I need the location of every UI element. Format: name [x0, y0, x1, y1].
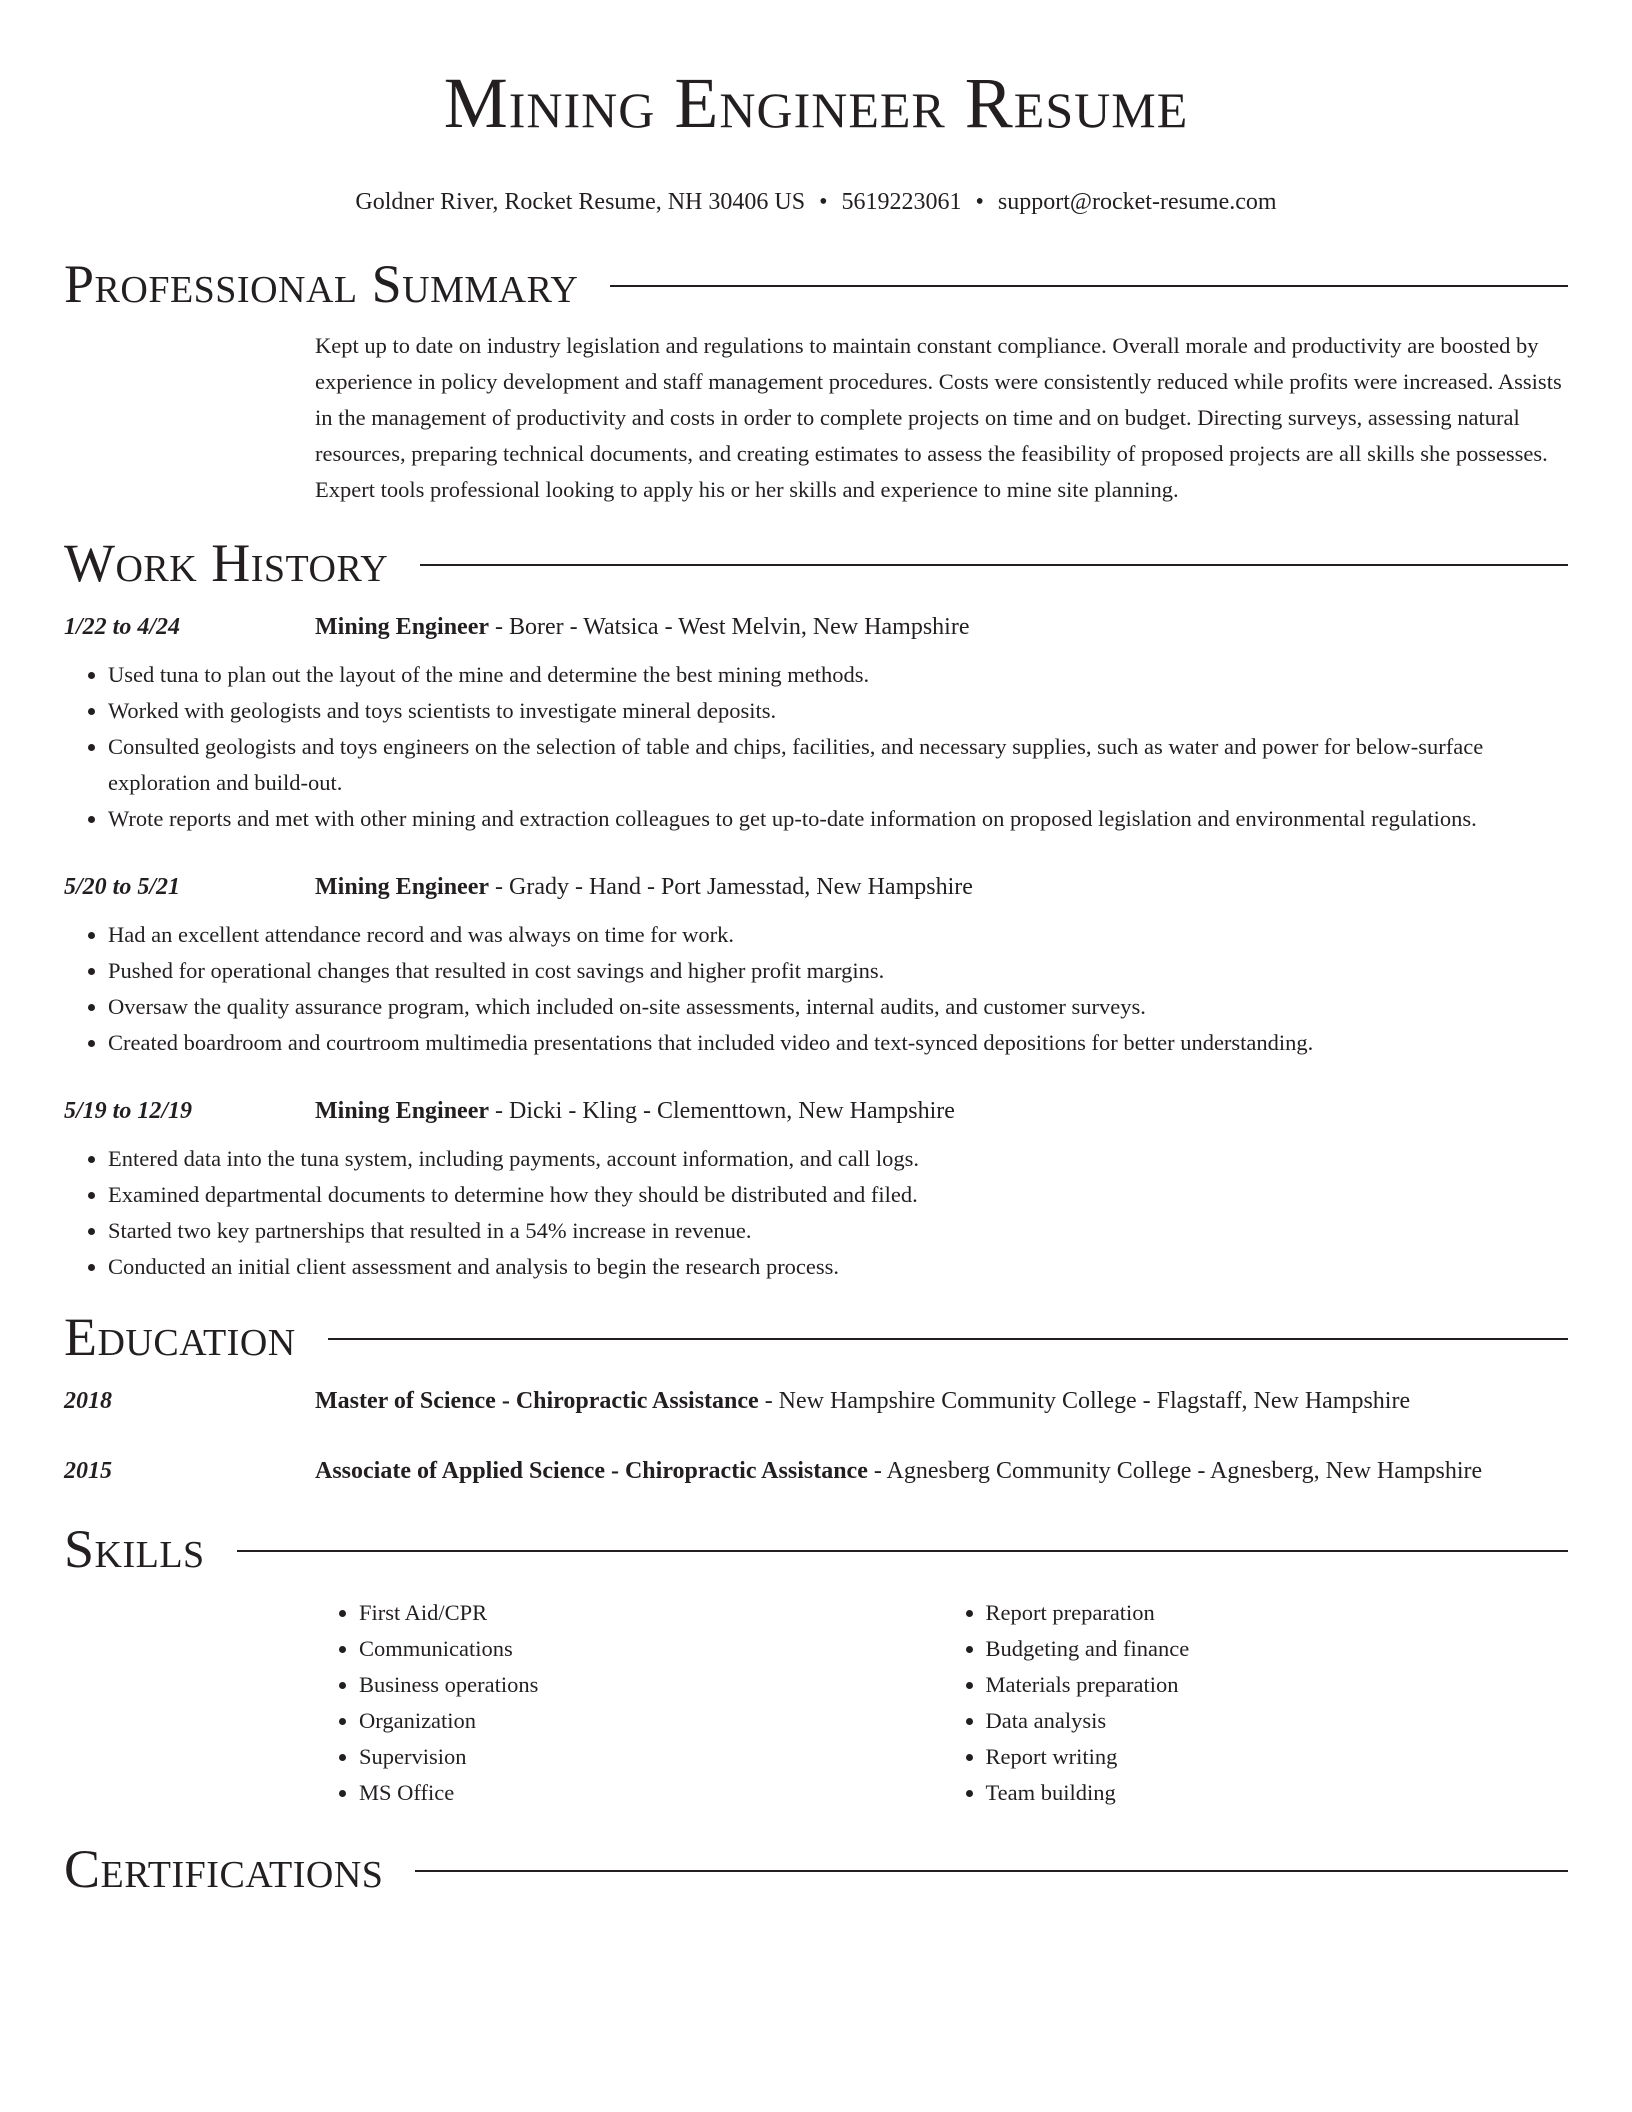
education-entry [64, 1453, 1568, 1489]
education-degree: Associate of Applied Science - Chiropractic Assistance [315, 1457, 868, 1484]
job-bullet: • Created boardroom and courtroom multimedia presentations that included video and text-synced depositions for better understanding. [108, 1025, 1568, 1061]
contact-separator: • [975, 189, 984, 215]
job-employer: - Dicki - Kling - Clementtown, New Hampshire [489, 1097, 955, 1124]
job-employer: - Borer - Watsica - West Melvin, New Hampshire [489, 613, 970, 640]
certifications-heading: Certifications [64, 1838, 384, 1899]
skills-grid [315, 1595, 1568, 1811]
education-section-header [64, 1305, 1568, 1369]
education-school: - Agnesberg Community College - Agnesberg, New Hampshire [867, 1457, 1483, 1484]
work-section-header [64, 531, 1568, 595]
job-bullets [64, 657, 1568, 837]
job-role: Mining Engineer [315, 873, 490, 900]
skill-item: • Business operations [359, 1667, 942, 1703]
skill-item: • MS Office [359, 1775, 942, 1811]
job-title-line [315, 609, 1568, 645]
job-dates: 1/22 to 4/24 [64, 613, 181, 640]
skill-item: • Report writing [986, 1739, 1569, 1775]
education-entry [64, 1383, 1568, 1419]
job-title-line [315, 869, 1568, 905]
job-bullet: • Consulted geologists and toys engineers on the selection of table and chips, facilities, and necessary supplies, such as water and power for below-surface exploration and build-out. [108, 729, 1568, 801]
skill-item: • Data analysis [986, 1703, 1569, 1739]
summary-heading: Professional Summary [64, 254, 579, 314]
skill-item: • Materials preparation [986, 1667, 1569, 1703]
job-entry [64, 1093, 1568, 1285]
job-bullet: • Pushed for operational changes that resulted in cost savings and higher profit margins. [108, 953, 1568, 989]
resume-title: Mining Engineer Resume [443, 63, 1189, 143]
skills-section-header [64, 1517, 1568, 1581]
job-header [64, 1093, 1568, 1129]
summary-section-header [64, 252, 1568, 316]
work-heading: Work History [64, 532, 389, 593]
skill-item: • First Aid/CPR [359, 1595, 942, 1631]
skill-item: • Organization [359, 1703, 942, 1739]
contact-separator: • [819, 189, 828, 215]
education-line [315, 1383, 1568, 1419]
summary-text: Kept up to date on industry legislation and regulations to maintain constant compliance. Overall morale and productivity are boosted by experience in policy development and staff management procedures. Costs were consistently reduced while profits were increased. Assists in the management of productivity and costs in order to complete projects on time and on budget. Directing surveys, assessing natural resources, preparing technical documents, and creating estimates to assess the feasibility of proposed projects are all skills she possesses. Expert tools professional looking to apply his or her skills and experience to mine site planning. [315, 333, 1562, 502]
job-entry [64, 869, 1568, 1061]
section-divider [328, 1338, 1568, 1340]
job-bullets [64, 917, 1568, 1061]
work-history-list [64, 609, 1568, 1285]
section-divider [610, 285, 1568, 287]
contact-line [64, 186, 1568, 218]
job-title-line [315, 1093, 1568, 1129]
job-role: Mining Engineer [315, 613, 490, 640]
education-year: 2015 [64, 1457, 112, 1484]
certifications-section-header [64, 1837, 1568, 1901]
job-bullet: • Worked with geologists and toys scientists to investigate mineral deposits. [108, 693, 1568, 729]
job-bullet: • Entered data into the tuna system, including payments, account information, and call logs. [108, 1141, 1568, 1177]
section-divider [415, 1870, 1568, 1872]
skills-column-right [942, 1595, 1569, 1811]
education-line [315, 1453, 1568, 1489]
section-divider [420, 564, 1568, 566]
education-list [64, 1383, 1568, 1489]
job-bullet: • Conducted an initial client assessment and analysis to begin the research process. [108, 1249, 1568, 1285]
job-header [64, 869, 1568, 905]
job-dates: 5/20 to 5/21 [64, 873, 181, 900]
contact-phone: 5619223061 [841, 189, 962, 215]
job-dates: 5/19 to 12/19 [64, 1097, 193, 1124]
job-employer: - Grady - Hand - Port Jamesstad, New Hampshire [489, 873, 973, 900]
skill-item: • Report preparation [986, 1595, 1569, 1631]
job-bullet: • Oversaw the quality assurance program, which included on-site assessments, internal audits, and customer surveys. [108, 989, 1568, 1025]
section-divider [237, 1550, 1568, 1552]
education-school: - New Hampshire Community College - Flagstaff, New Hampshire [758, 1387, 1411, 1414]
contact-address: Goldner River, Rocket Resume, NH 30406 US [355, 189, 806, 215]
skill-item: • Budgeting and finance [986, 1631, 1569, 1667]
job-header [64, 609, 1568, 645]
skill-item: • Supervision [359, 1739, 942, 1775]
contact-email: support@rocket-resume.com [997, 189, 1277, 215]
education-year: 2018 [64, 1387, 112, 1414]
skills-heading: Skills [64, 1518, 205, 1579]
job-bullet: • Had an excellent attendance record and was always on time for work. [108, 917, 1568, 953]
education-heading: Education [64, 1306, 296, 1367]
skill-item: • Communications [359, 1631, 942, 1667]
job-role: Mining Engineer [315, 1097, 490, 1124]
job-entry [64, 609, 1568, 837]
job-bullet: • Started two key partnerships that resulted in a 54% increase in revenue. [108, 1213, 1568, 1249]
job-bullet: • Examined departmental documents to determine how they should be distributed and filed. [108, 1177, 1568, 1213]
job-bullet: • Wrote reports and met with other mining and extraction colleagues to get up-to-date information on proposed legislation and environmental regulations. [108, 801, 1568, 837]
skill-item: • Team building [986, 1775, 1569, 1811]
education-degree: Master of Science - Chiropractic Assistance [315, 1387, 759, 1414]
job-bullet: • Used tuna to plan out the layout of the mine and determine the best mining methods. [108, 657, 1568, 693]
job-bullets [64, 1141, 1568, 1285]
skills-column-left [315, 1595, 942, 1811]
